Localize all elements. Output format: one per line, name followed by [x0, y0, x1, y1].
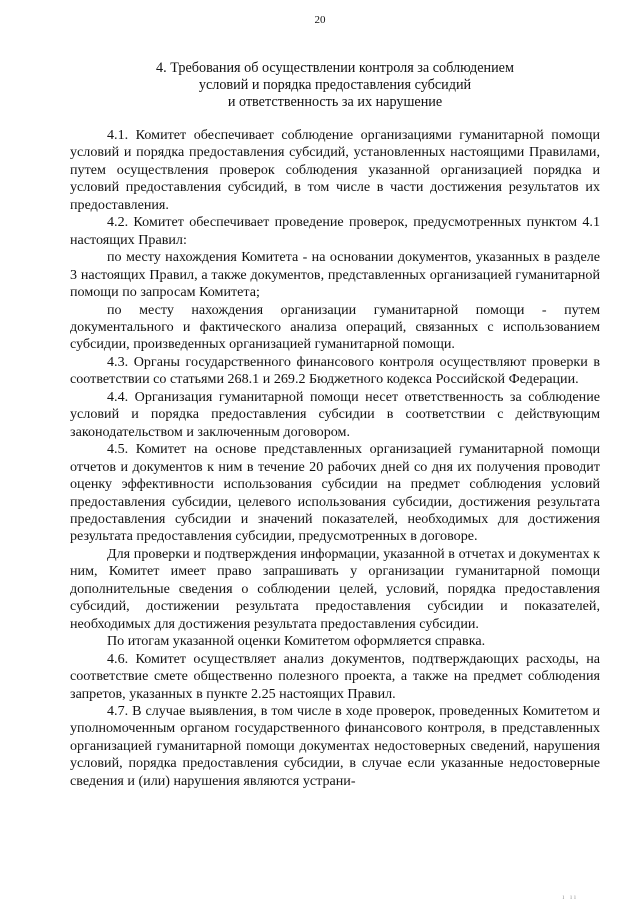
paragraph-4-5-verification: Для проверки и подтверждения информации, указанной в отчетах и документах к ним, Комитет имеет право запрашивать у организации гуманитарной помощи дополнительные сведения о соблюдении целей, условий, порядка предоставления субсидий, достижении результата предоставления субсидии и показателей, необходимых для достижения результата предоставления субсидии.	[70, 545, 600, 632]
paragraph-4-5-certificate: По итогам указанной оценки Комитетом оформляется справка.	[107, 633, 486, 650]
paragraph-4-5: 4.5. Комитет на основе представленных организацией гуманитарной помощи отчетов и документов к ним в течение 20 рабочих дней со дня их получения проводит оценку эффективности использования субсидии на предмет соблюдения условий предоставления субсидии, целевого использования субсидии, достижения результата предоставления субсидии и значений показателей, необходимых для достижения результата предоставления субсидии, предусмотренных в договоре.	[70, 441, 600, 545]
document-body	[70, 127, 600, 790]
paragraph-4-7: 4.7. В случае выявления, в том числе в ходе проверок, проведенных Комитетом и уполномоченным органом государственного финансового контроля, в представленных организацией гуманитарной помощи документах недостоверных сведений, нарушения условий, порядка предоставления субсидии, в случае если указанные недостоверные сведения и (или) нарушения являются устрани-	[70, 702, 600, 789]
paragraph-4-4: 4.4. Организация гуманитарной помощи несет ответственность за соблюдение условий и порядка предоставления субсидии в соответствии с действующим законодательством и заключенным договором.	[70, 388, 600, 440]
paragraph-4-2: 4.2. Комитет обеспечивает проведение проверок, предусмотренных пунктом 4.1 настоящих Правил:	[70, 214, 600, 248]
section-heading-line-1: 4. Требования об осуществлении контроля за соблюдением	[156, 60, 514, 76]
paragraph-4-1: 4.1. Комитет обеспечивает соблюдение организациями гуманитарной помощи условий и порядка предоставления субсидий, установленных настоящими Правилами, путем осуществления проверок соблюдения указанной организацией порядка и условий предоставления субсидий, в том числе в части достижения результатов их предоставления.	[70, 127, 600, 213]
corner-scan-mark: ı ıı	[562, 893, 578, 901]
section-heading-line-3: и ответственность за их нарушение	[227, 94, 443, 110]
page-number: 20	[314, 14, 326, 26]
section-heading-line-2: условий и порядка предоставления субсидий	[198, 77, 472, 93]
paragraph-4-3: 4.3. Органы государственного финансового контроля осуществляют проверки в соответствии со статьями 268.1 и 269.2 Бюджетного кодекса Российской Федерации.	[70, 353, 600, 388]
paragraph-4-2-item-organization: по месту нахождения организации гуманитарной помощи - путем документального и фактического анализа операций, связанных с использованием субсидии, произведенных организацией гуманитарной помощи.	[70, 301, 600, 353]
section-heading	[70, 60, 600, 111]
paragraph-4-2-item-committee: по месту нахождения Комитета - на основании документов, указанных в разделе 3 настоящих Правил, а также документов, представленных организацией гуманитарной помощи по запросам Комитета;	[70, 249, 600, 301]
paragraph-4-6: 4.6. Комитет осуществляет анализ документов, подтверждающих расходы, на соответствие смете общественно полезного проекта, а также на предмет соблюдения запретов, указанных в пункте 2.25 настоящих Правил.	[70, 650, 600, 702]
